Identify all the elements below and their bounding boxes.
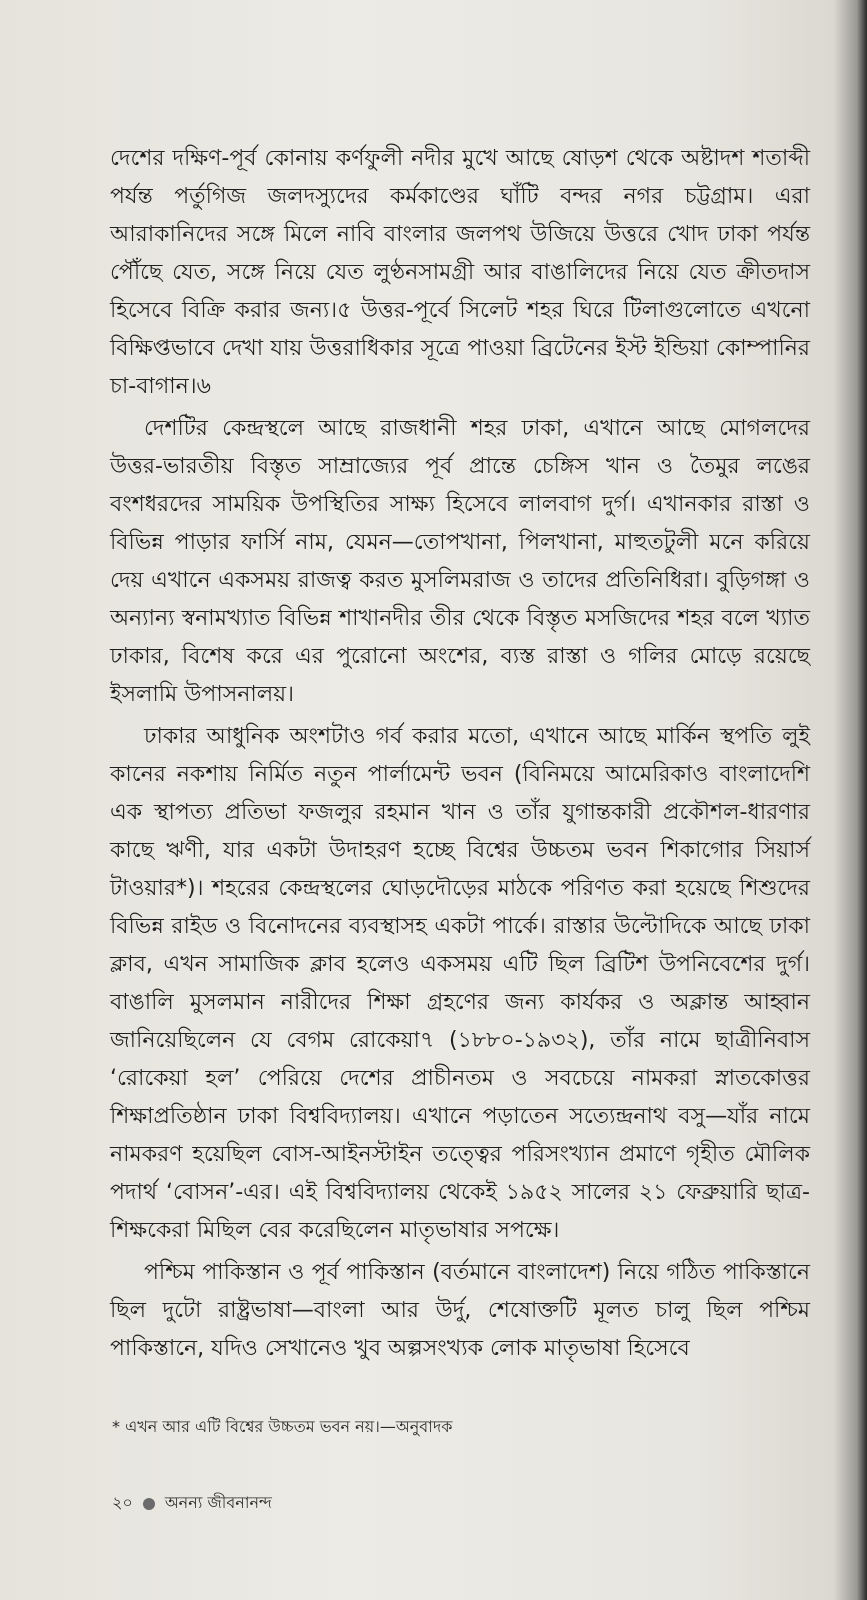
- footnote: * এখন আর এটি বিশ্বের উচ্চতম ভবন নয়।—অনুবাদক: [112, 1417, 453, 1436]
- page-edge-shadow: [833, 0, 867, 1600]
- page-number: ২০: [112, 1493, 133, 1512]
- page-footer: [112, 1490, 272, 1517]
- paragraph-2: দেশটির কেন্দ্রস্থলে আছে রাজধানী শহর ঢাকা, এখানে আছে মোগলদের উত্তর-ভারতীয় বিস্তৃত সাম্রাজ্যের পূর্ব প্রান্তে চেঙ্গিস খান ও তৈমুর লঙের বংশধরদের সাময়িক উপস্থিতির সাক্ষ্য হিসেবে লালবাগ দুর্গ। এখানকার রাস্তা ও বিভিন্ন পাড়ার ফার্সি নাম, যেমন—তোপখানা, পিলখানা, মাহুতটুলী মনে করিয়ে দেয় এখানে একসময় রাজত্ব করত মুসলিমরাজ ও তাদের প্রতিনিধিরা। বুড়িগঙ্গা ও অন্যান্য স্বনামখ্যাত বিভিন্ন শাখানদীর তীর থেকে বিস্তৃত মসজিদের শহর বলে খ্যাত ঢাকার, বিশেষ করে এর পুরোনো অংশের, ব্যস্ত রাস্তা ও গলির মোড়ে রয়েছে ইসলামি উপাসনালয়।: [110, 416, 810, 707]
- paragraph-1: দেশের দক্ষিণ-পূর্ব কোনায় কর্ণফুলী নদীর মুখে আছে ষোড়শ থেকে অষ্টাদশ শতাব্দী পর্যন্ত পর্তুগিজ জলদস্যুদের কর্মকাণ্ডের ঘাঁটি বন্দর নগর চট্টগ্রাম। এরা আরাকানিদের সঙ্গে মিলে নাবি বাংলার জলপথ উজিয়ে উত্তরে খোদ ঢাকা পর্যন্ত পৌঁছে যেত, সঙ্গে নিয়ে যেত লুণ্ঠনসামগ্রী আর বাঙালিদের নিয়ে যেত ক্রীতদাস হিসেবে বিক্রি করার জন্য।৫ উত্তর-পূর্বে সিলেট শহর ঘিরে টিলাগুলোতে এখনো বিক্ষিপ্তভাবে দেখা যায় উত্তরাধিকার সূত্রে পাওয়া ব্রিটেনের ইস্ট ইন্ডিয়া কোম্পানির চা-বাগান।৬: [110, 146, 810, 399]
- bullet-icon: [143, 1498, 155, 1510]
- paragraph-4: পশ্চিম পাকিস্তান ও পূর্ব পাকিস্তান (বর্তমানে বাংলাদেশ) নিয়ে গঠিত পাকিস্তানে ছিল দুটো রাষ্ট্রভাষা—বাংলা আর উর্দু, শেষোক্তটি মূলত চালু ছিল পশ্চিম পাকিস্তানে, যদিও সেখানেও খুব অল্পসংখ্যক লোক মাতৃভাষা হিসেবে: [110, 1260, 810, 1361]
- body-text: [110, 140, 810, 1372]
- book-title: অনন্য জীবনানন্দ: [164, 1493, 272, 1512]
- paragraph-3: ঢাকার আধুনিক অংশটাও গর্ব করার মতো, এখানে আছে মার্কিন স্থপতি লুই কানের নকশায় নির্মিত নতুন পার্লামেন্ট ভবন (বিনিময়ে আমেরিকাও বাংলাদেশি এক স্থাপত্য প্রতিভা ফজলুর রহমান খান ও তাঁর যুগান্তকারী প্রকৌশল-ধারণার কাছে ঋণী, যার একটা উদাহরণ হচ্ছে বিশ্বের উচ্চতম ভবন শিকাগোর সিয়ার্স টাওয়ার*)। শহরের কেন্দ্রস্থলের ঘোড়দৌড়ের মাঠকে পরিণত করা হয়েছে শিশুদের বিভিন্ন রাইড ও বিনোদনের ব্যবস্থাসহ একটা পার্কে। রাস্তার উল্টোদিকে আছে ঢাকা ক্লাব, এখন সামাজিক ক্লাব হলেও একসময় এটি ছিল ব্রিটিশ উপনিবেশের দুর্গ। বাঙালি মুসলমান নারীদের শিক্ষা গ্রহণের জন্য কার্যকর ও অক্লান্ত আহ্বান জানিয়েছিলেন যে বেগম রোকেয়া৭ (১৮৮০-১৯৩২), তাঁর নামে ছাত্রীনিবাস ‘রোকেয়া হল’ পেরিয়ে দেশের প্রাচীনতম ও সবচেয়ে নামকরা স্নাতকোত্তর শিক্ষাপ্রতিষ্ঠান ঢাকা বিশ্ববিদ্যালয়। এখানে পড়াতেন সত্যেন্দ্রনাথ বসু—যাঁর নামে নামকরণ হয়েছিল বোস-আইনস্টাইন তত্ত্বের পরিসংখ্যান প্রমাণে গৃহীত মৌলিক পদার্থ ‘বোসন’-এর। এই বিশ্ববিদ্যালয় থেকেই ১৯৫২ সালের ২১ ফেব্রুয়ারি ছাত্র-শিক্ষকেরা মিছিল বের করেছিলেন মাতৃভাষার সপক্ষে।: [110, 724, 810, 1243]
